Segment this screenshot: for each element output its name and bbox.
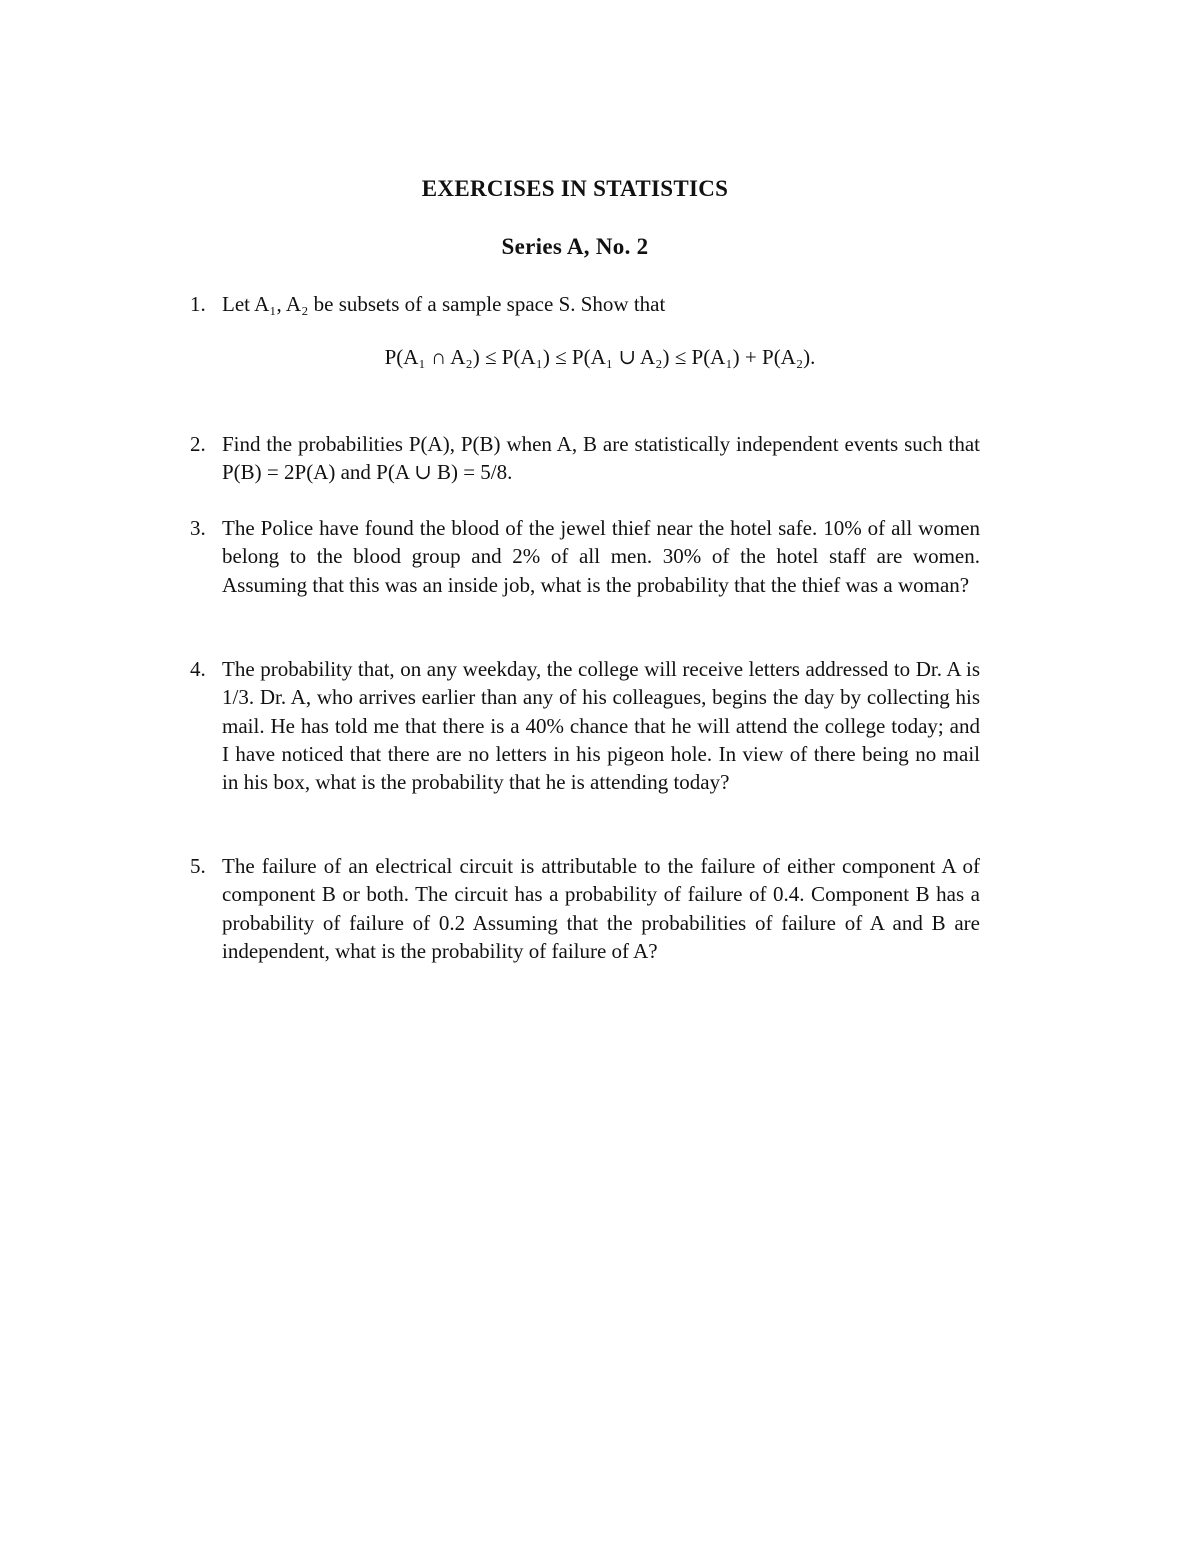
exercise-text: Find the probabilities P(A), P(B) when A, B are statistically independent events such that P(B) = 2P(A) and P(A ∪ B) = 5/8. xyxy=(222,432,980,485)
exercise-item-4 xyxy=(190,655,980,796)
exercise-number: 3. xyxy=(190,516,206,540)
exercise-number: 1. xyxy=(190,292,206,316)
exercise-text: The Police have found the blood of the jewel thief near the hotel safe. 10% of all women belong to the blood group and 2% of all men. 30% of the hotel staff are women. Assuming that this was an inside job, what is the probability that the thief was a woman? xyxy=(222,516,980,597)
exercise-number: 2. xyxy=(190,432,206,456)
exercise-item-2 xyxy=(190,430,980,487)
exercise-number: 5. xyxy=(190,854,206,878)
exercise-text: Let A₁, A₂ be subsets of a sample space S. Show that xyxy=(222,292,666,316)
exercise-item-3 xyxy=(190,514,980,599)
exercise-text: The probability that, on any weekday, the college will receive letters addressed to Dr. A is 1/3. Dr. A, who arrives earlier than any of his colleagues, begins the day by collecting his mail. He has told me that there is a 40% chance that he will attend the college today; and I have noticed that there are no letters in his pigeon hole. In view of there being no mail in his box, what is the probability that he is attending today? xyxy=(222,657,980,795)
exercise-item-5 xyxy=(190,852,980,965)
exercise-item-1 xyxy=(190,290,980,318)
page-title: EXERCISES IN STATISTICS xyxy=(421,176,729,201)
exercise-text: The failure of an electrical circuit is attributable to the failure of either component A of component B or both. The circuit has a probability of failure of 0.4. Component B has a probability of failure of 0.2 Assuming that the probabilities of failure of A and B are independent, what is the probability of failure of A? xyxy=(222,854,980,963)
page-subtitle: Series A, No. 2 xyxy=(501,234,649,259)
exercise-formula: P(A₁ ∩ A₂) ≤ P(A₁) ≤ P(A₁ ∪ A₂) ≤ P(A₁) + P(A₂). xyxy=(384,345,816,369)
exercise-number: 4. xyxy=(190,657,206,681)
